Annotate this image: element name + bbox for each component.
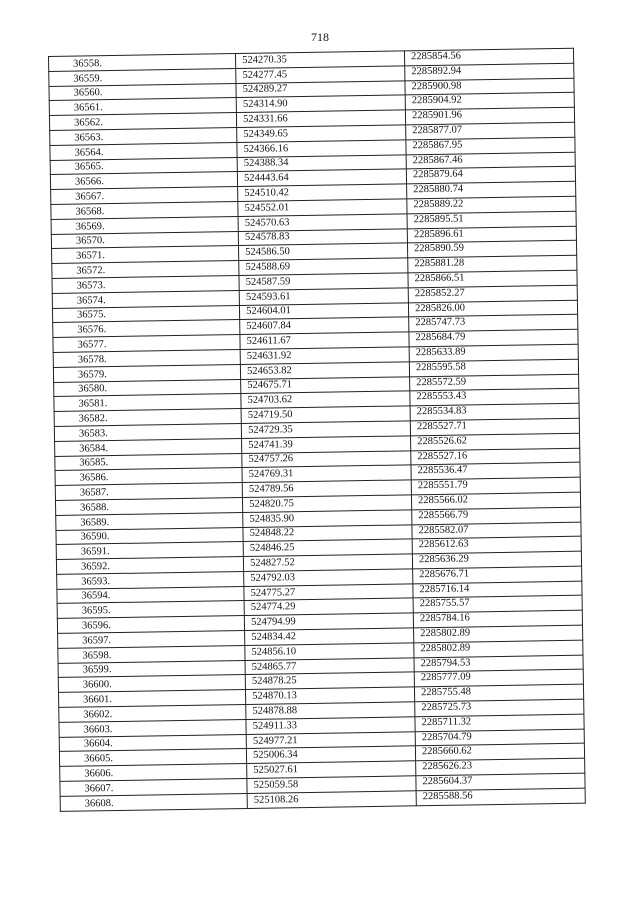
- y-coordinate-cell: 2285588.56: [416, 788, 585, 805]
- point-id-cell: 36604.: [59, 734, 246, 752]
- x-coordinate-cell: 525108.26: [247, 791, 416, 808]
- point-id-cell: 36591.: [56, 542, 243, 560]
- y-coordinate-cell: 2285747.73: [409, 315, 578, 332]
- x-coordinate-cell: 524366.16: [237, 140, 406, 157]
- point-id-cell: 36590.: [56, 527, 243, 545]
- y-coordinate-cell: 2285595.58: [409, 359, 578, 376]
- x-coordinate-cell: 524757.26: [242, 450, 411, 467]
- x-coordinate-cell: 524775.27: [244, 584, 413, 601]
- point-id-cell: 36565.: [50, 157, 237, 175]
- y-coordinate-cell: 2285784.16: [413, 610, 582, 627]
- point-id-cell: 36559.: [49, 68, 236, 86]
- x-coordinate-cell: 524349.65: [237, 125, 406, 142]
- y-coordinate-cell: 2285879.64: [406, 167, 575, 184]
- y-coordinate-cell: 2285582.07: [412, 522, 581, 539]
- x-coordinate-cell: 524314.90: [236, 95, 405, 112]
- x-coordinate-cell: 524792.03: [244, 569, 413, 586]
- point-id-cell: 36584.: [55, 438, 242, 456]
- point-id-cell: 36568.: [51, 202, 238, 220]
- point-id-cell: 36593.: [57, 571, 244, 589]
- point-id-cell: 36595.: [57, 601, 244, 619]
- y-coordinate-cell: 2285716.14: [413, 581, 582, 598]
- y-coordinate-cell: 2285755.57: [413, 596, 582, 613]
- y-coordinate-cell: 2285867.46: [406, 152, 575, 169]
- x-coordinate-cell: 524835.90: [243, 510, 412, 527]
- point-id-cell: 36572.: [52, 261, 239, 279]
- point-id-cell: 36574.: [52, 290, 239, 308]
- y-coordinate-cell: 2285802.89: [414, 625, 583, 642]
- y-coordinate-cell: 2285794.53: [414, 655, 583, 672]
- point-id-cell: 36560.: [49, 83, 236, 101]
- x-coordinate-cell: 524578.83: [238, 228, 407, 245]
- point-id-cell: 36558.: [49, 54, 236, 72]
- x-coordinate-cell: 524865.77: [245, 657, 414, 674]
- x-coordinate-cell: 524794.99: [244, 613, 413, 630]
- x-coordinate-cell: 524789.56: [242, 480, 411, 497]
- y-coordinate-cell: 2285880.74: [407, 181, 576, 198]
- x-coordinate-cell: 524607.84: [240, 317, 409, 334]
- y-coordinate-cell: 2285527.71: [410, 418, 579, 435]
- x-coordinate-cell: 524510.42: [238, 184, 407, 201]
- point-id-cell: 36607.: [60, 779, 247, 797]
- point-id-cell: 36602.: [59, 705, 246, 723]
- point-id-cell: 36573.: [52, 275, 239, 293]
- y-coordinate-cell: 2285892.94: [405, 63, 574, 80]
- y-coordinate-cell: 2285551.79: [411, 477, 580, 494]
- y-coordinate-cell: 2285890.59: [408, 241, 577, 258]
- x-coordinate-cell: 524588.69: [239, 258, 408, 275]
- point-id-cell: 36596.: [57, 616, 244, 634]
- x-coordinate-cell: 524331.66: [237, 110, 406, 127]
- y-coordinate-cell: 2285725.73: [415, 699, 584, 716]
- point-id-cell: 36564.: [50, 142, 237, 160]
- y-coordinate-cell: 2285877.07: [406, 122, 575, 139]
- point-id-cell: 36589.: [56, 512, 243, 530]
- y-coordinate-cell: 2285566.02: [411, 492, 580, 509]
- y-coordinate-cell: 2285536.47: [411, 463, 580, 480]
- x-coordinate-cell: 524289.27: [236, 80, 405, 97]
- y-coordinate-cell: 2285626.23: [416, 758, 585, 775]
- x-coordinate-cell: 524593.61: [239, 288, 408, 305]
- y-coordinate-cell: 2285889.22: [407, 196, 576, 213]
- point-id-cell: 36562.: [49, 113, 236, 131]
- x-coordinate-cell: 524270.35: [236, 51, 405, 68]
- point-id-cell: 36561.: [49, 98, 236, 116]
- x-coordinate-cell: 524631.92: [240, 347, 409, 364]
- point-id-cell: 36578.: [53, 349, 240, 367]
- point-id-cell: 36580.: [54, 379, 241, 397]
- point-id-cell: 36570.: [51, 231, 238, 249]
- y-coordinate-cell: 2285895.51: [407, 211, 576, 228]
- y-coordinate-cell: 2285901.96: [405, 107, 574, 124]
- page-number: 718: [311, 30, 329, 44]
- y-coordinate-cell: 2285802.89: [414, 640, 583, 657]
- point-id-cell: 36571.: [52, 246, 239, 264]
- y-coordinate-cell: 2285704.79: [415, 729, 584, 746]
- y-coordinate-cell: 2285527.16: [411, 448, 580, 465]
- x-coordinate-cell: 524443.64: [237, 169, 406, 186]
- point-id-cell: 36577.: [53, 335, 240, 353]
- y-coordinate-cell: 2285534.83: [410, 403, 579, 420]
- y-coordinate-cell: 2285553.43: [410, 389, 579, 406]
- x-coordinate-cell: 524848.22: [243, 524, 412, 541]
- point-id-cell: 36599.: [58, 660, 245, 678]
- point-id-cell: 36594.: [57, 586, 244, 604]
- x-coordinate-cell: 524729.35: [241, 421, 410, 438]
- x-coordinate-cell: 524719.50: [241, 406, 410, 423]
- x-coordinate-cell: 524703.62: [241, 391, 410, 408]
- x-coordinate-cell: 525059.58: [247, 776, 416, 793]
- y-coordinate-cell: 2285826.00: [408, 300, 577, 317]
- x-coordinate-cell: 524878.88: [246, 702, 415, 719]
- x-coordinate-cell: 524846.25: [243, 539, 412, 556]
- point-id-cell: 36581.: [54, 394, 241, 412]
- point-id-cell: 36582.: [54, 409, 241, 427]
- x-coordinate-cell: 524277.45: [236, 66, 405, 83]
- x-coordinate-cell: 524977.21: [246, 731, 415, 748]
- point-id-cell: 36600.: [58, 675, 245, 693]
- x-coordinate-cell: 524586.50: [239, 243, 408, 260]
- y-coordinate-cell: 2285676.71: [413, 566, 582, 583]
- x-coordinate-cell: 524675.71: [241, 376, 410, 393]
- y-coordinate-cell: 2285852.27: [408, 285, 577, 302]
- x-coordinate-cell: 524552.01: [238, 199, 407, 216]
- x-coordinate-cell: 524870.13: [246, 687, 415, 704]
- coordinate-table: [48, 48, 586, 812]
- point-id-cell: 36601.: [59, 690, 246, 708]
- point-id-cell: 36598.: [58, 645, 245, 663]
- point-id-cell: 36592.: [56, 557, 243, 575]
- x-coordinate-cell: 524820.75: [243, 495, 412, 512]
- y-coordinate-cell: 2285904.92: [405, 93, 574, 110]
- y-coordinate-cell: 2285881.28: [408, 255, 577, 272]
- y-coordinate-cell: 2285526.62: [411, 433, 580, 450]
- y-coordinate-cell: 2285636.29: [412, 551, 581, 568]
- y-coordinate-cell: 2285612.63: [412, 536, 581, 553]
- x-coordinate-cell: 524604.01: [240, 302, 409, 319]
- x-coordinate-cell: 524769.31: [242, 465, 411, 482]
- point-id-cell: 36587.: [55, 483, 242, 501]
- y-coordinate-cell: 2285896.61: [407, 226, 576, 243]
- x-coordinate-cell: 524611.67: [240, 332, 409, 349]
- point-id-cell: 36575.: [52, 305, 239, 323]
- y-coordinate-cell: 2285633.89: [409, 344, 578, 361]
- x-coordinate-cell: 524827.52: [244, 554, 413, 571]
- point-id-cell: 36588.: [55, 497, 242, 515]
- y-coordinate-cell: 2285572.59: [410, 374, 579, 391]
- point-id-cell: 36603.: [59, 719, 246, 737]
- point-id-cell: 36567.: [51, 187, 238, 205]
- y-coordinate-cell: 2285854.56: [405, 48, 574, 65]
- x-coordinate-cell: 525027.61: [247, 761, 416, 778]
- point-id-cell: 36569.: [51, 216, 238, 234]
- coordinate-table-body: [49, 48, 586, 811]
- x-coordinate-cell: 524911.33: [246, 717, 415, 734]
- point-id-cell: 36597.: [58, 631, 245, 649]
- point-id-cell: 36566.: [50, 172, 237, 190]
- x-coordinate-cell: 524774.29: [244, 598, 413, 615]
- point-id-cell: 36586.: [55, 468, 242, 486]
- point-id-cell: 36606.: [60, 764, 247, 782]
- x-coordinate-cell: 524388.34: [237, 154, 406, 171]
- y-coordinate-cell: 2285684.79: [409, 329, 578, 346]
- point-id-cell: 36579.: [53, 364, 240, 382]
- point-id-cell: 36563.: [50, 128, 237, 146]
- y-coordinate-cell: 2285755.48: [415, 684, 584, 701]
- point-id-cell: 36605.: [59, 749, 246, 767]
- x-coordinate-cell: 524570.63: [238, 214, 407, 231]
- y-coordinate-cell: 2285867.95: [406, 137, 575, 154]
- point-id-cell: 36583.: [54, 423, 241, 441]
- y-coordinate-cell: 2285777.09: [414, 670, 583, 687]
- x-coordinate-cell: 524878.25: [245, 672, 414, 689]
- x-coordinate-cell: 524587.59: [239, 273, 408, 290]
- y-coordinate-cell: 2285604.37: [416, 773, 585, 790]
- y-coordinate-cell: 2285660.62: [415, 744, 584, 761]
- x-coordinate-cell: 525006.34: [247, 746, 416, 763]
- y-coordinate-cell: 2285900.98: [405, 78, 574, 95]
- x-coordinate-cell: 524834.42: [245, 628, 414, 645]
- point-id-cell: 36576.: [53, 320, 240, 338]
- point-id-cell: 36608.: [60, 793, 247, 811]
- x-coordinate-cell: 524856.10: [245, 643, 414, 660]
- x-coordinate-cell: 524653.82: [240, 362, 409, 379]
- x-coordinate-cell: 524741.39: [242, 436, 411, 453]
- point-id-cell: 36585.: [55, 453, 242, 471]
- y-coordinate-cell: 2285866.51: [408, 270, 577, 287]
- y-coordinate-cell: 2285711.32: [415, 714, 584, 731]
- y-coordinate-cell: 2285566.79: [412, 507, 581, 524]
